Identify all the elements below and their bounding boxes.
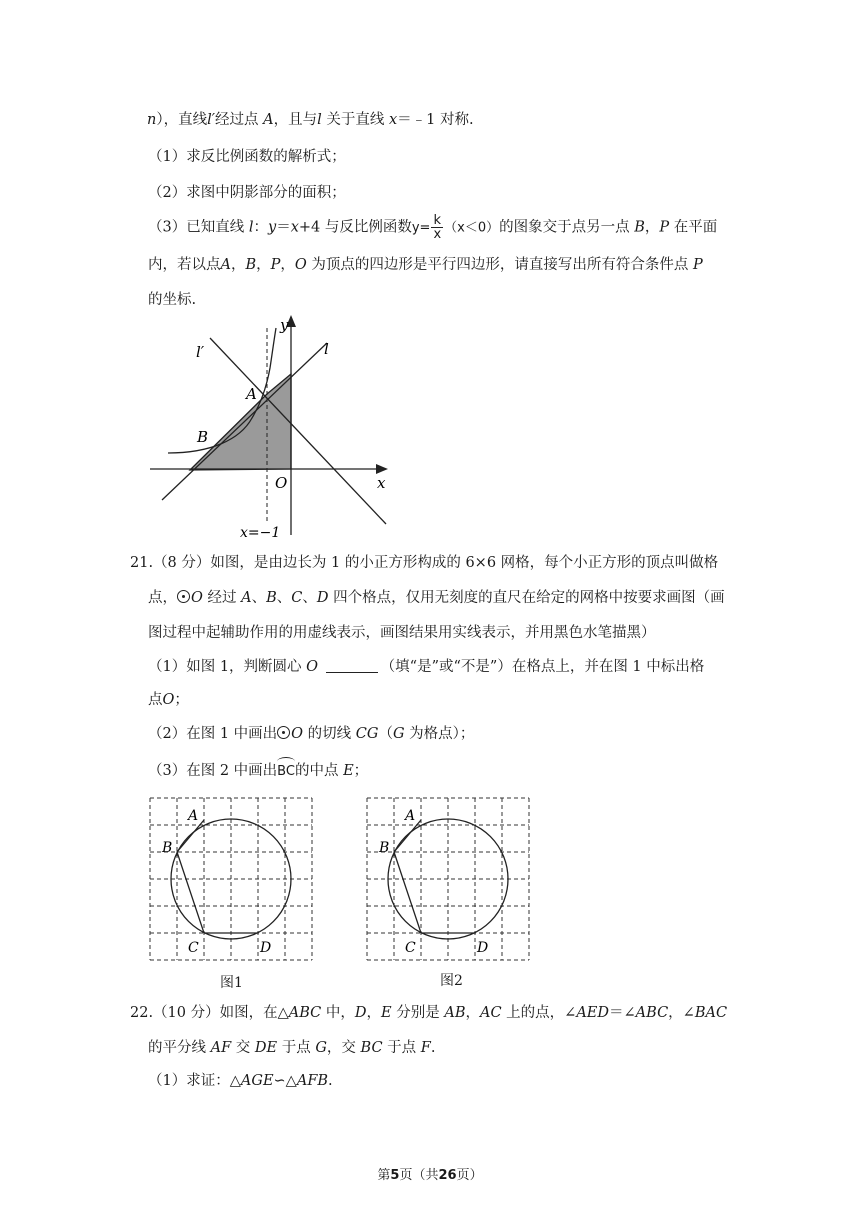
- total-pages: 26: [438, 1168, 457, 1183]
- point-A-label: A: [246, 385, 257, 403]
- answer-blank[interactable]: [326, 658, 378, 673]
- point-B-label: B: [197, 428, 209, 446]
- point-A-label: A: [188, 808, 199, 824]
- p22-head: 22.（10 分）如图，在△ABC 中，D，E 分别是 AB，AC 上的点，∠AED＝∠ABC，∠BAC: [130, 1005, 728, 1021]
- l-prime-label: l′: [196, 343, 205, 361]
- p21-question-1: （1）如图 1，判断圆心 O （填“是”或“不是”）在格点上，并在图 1 中标出格: [148, 659, 705, 675]
- circle-dot-icon: [277, 726, 290, 739]
- p20-question-2: （2）求图中阴影部分的面积；: [148, 185, 346, 201]
- page-footer: 第5页（共26页）: [377, 1168, 483, 1183]
- shaded-region: [190, 374, 291, 470]
- point-D-label: D: [260, 940, 272, 956]
- func-y: y=: [411, 220, 431, 236]
- p22-line2: 的平分线 AF 交 DE 于点 G，交 BC 于点 F.: [148, 1040, 436, 1056]
- p20-question-1: （1）求反比例函数的解析式；: [148, 149, 346, 165]
- p21-question-3: （3）在图 2 中画出BC的中点 E；: [148, 761, 368, 782]
- chords-ABCD: [177, 820, 258, 933]
- fig2-caption: 图2: [440, 973, 463, 989]
- y-axis-label: y: [280, 316, 289, 334]
- origin-O-label: O: [275, 474, 288, 492]
- function-figure: [140, 310, 400, 545]
- x-neg1-label: x=−1: [240, 525, 281, 541]
- grid-lines: [367, 798, 529, 960]
- point-B-label: B: [379, 840, 390, 856]
- p21-head: 21.（8 分）如图，是由边长为 1 的小正方形构成的 6×6 网格，每个小正方形的顶点叫做格: [130, 555, 719, 571]
- arc-BC: BC: [277, 762, 295, 782]
- point-D-label: D: [477, 940, 489, 956]
- circle-dot-icon: [177, 590, 190, 603]
- grid-figure-2: [365, 796, 535, 966]
- grid-lines: [150, 798, 312, 960]
- point-C-label: C: [188, 940, 199, 956]
- p20-line0: n），直线l′经过点 A，且与l 关于直线 x＝﹣1 对称.: [147, 112, 474, 128]
- point-A-label: A: [405, 808, 416, 824]
- l-label: l: [324, 340, 329, 358]
- p22-question-1: （1）求证：△AGE∽△AFB.: [148, 1073, 333, 1089]
- line-l: [162, 343, 327, 500]
- fig1-caption: 图1: [220, 975, 243, 991]
- point-C-label: C: [405, 940, 416, 956]
- point-B-label: B: [162, 840, 173, 856]
- x-axis-label: x: [377, 474, 386, 492]
- p20-question-3c: 的坐标.: [148, 292, 197, 308]
- p21-line3: 图过程中起辅助作用的用虚线表示，画图结果用实线表示，并用黑色水笔描黑）: [148, 625, 656, 641]
- x-axis-arrow: [376, 464, 388, 474]
- grid-figure-1: [148, 796, 318, 966]
- fraction-k-over-x: $\frac{k}{x}$: [433, 213, 442, 242]
- p20-question-3b: 内，若以点A，B，P，O 为顶点的四边形是平行四边形，请直接写出所有符合条件点 P: [148, 257, 703, 273]
- page-number: 5: [390, 1168, 400, 1183]
- p21-line2: 点， O 经过 A、B、C、D 四个格点，仅用无刻度的直尺在给定的网格中按要求画图（画: [148, 590, 725, 606]
- chords-ABCD: [394, 820, 475, 933]
- p20-question-3: （3）已知直线 l：y＝x+4 与反比例函数y= $\frac{k}{x}$ （x＜0）的图象交于点另一点 B，P 在平面: [148, 213, 718, 242]
- p21-question-2: （2）在图 1 中画出 O 的切线 CG（G 为格点）；: [148, 726, 475, 742]
- p21-question-1b: 点O；: [148, 692, 189, 708]
